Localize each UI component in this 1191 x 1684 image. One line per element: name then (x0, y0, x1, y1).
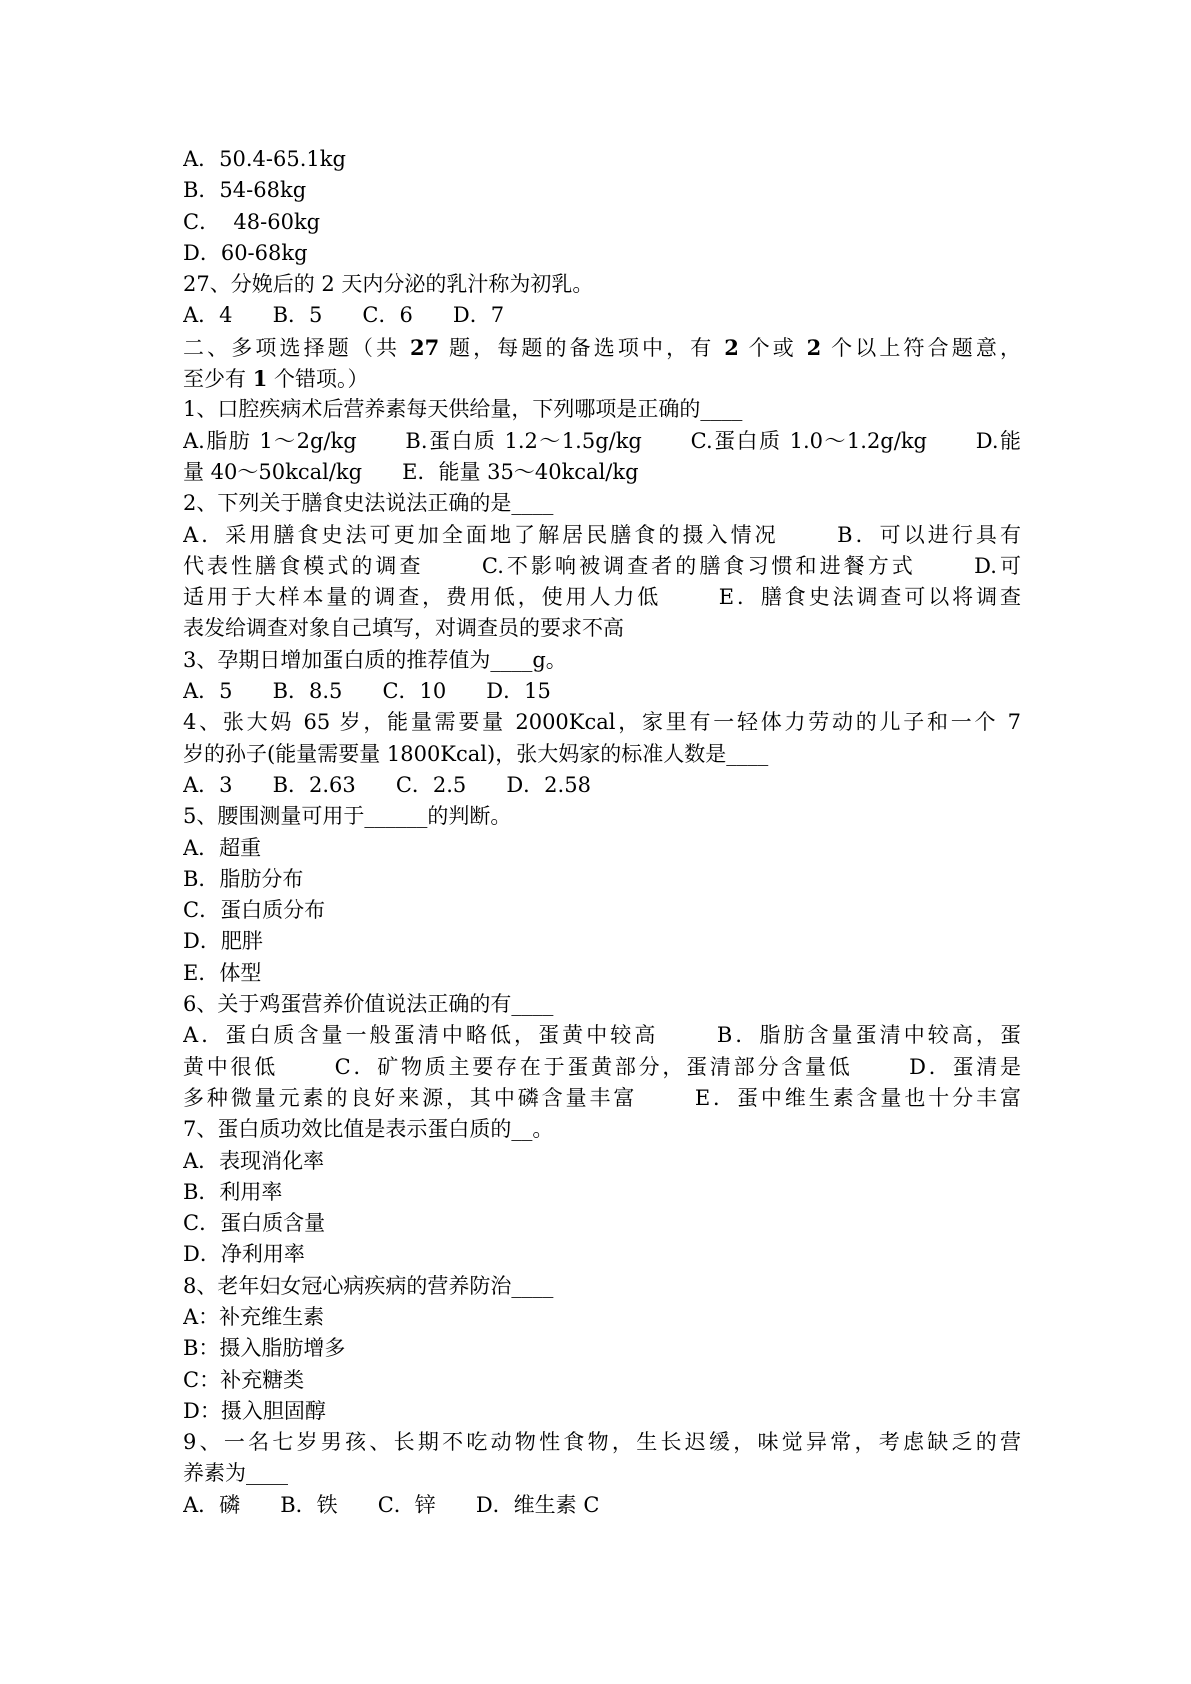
question-6-line1: A．蛋白质含量一般蛋清中略低，蛋黄中较高 B．脂肪含量蛋清中较高，蛋 (183, 1023, 1021, 1048)
question-8-option-c: C：补充糖类 (183, 1367, 305, 1392)
question-5-option-a: A．超重 (183, 835, 262, 860)
question-8-stem: 8、老年妇女冠心病疾病的营养防治____ (183, 1273, 554, 1298)
question-5-option-b: B．脂肪分布 (183, 866, 304, 891)
question-2-line3: 适用于大样本量的调查，费用低，使用人力低 E．膳食史法调查可以将调查 (183, 585, 1021, 610)
question-4-line2: 岁的孙子(能量需要量 1800Kcal)，张大妈家的标准人数是____ (183, 741, 769, 766)
section-two-heading-line1: 二、多项选择题（共 27 题，每题的备选项中，有 2 个或 2 个以上符合题意， (183, 334, 1021, 360)
question-7-option-a: A．表现消化率 (183, 1148, 325, 1173)
question-8-option-b: B：摄入脂肪增多 (183, 1336, 346, 1361)
option-a: A．50.4-65.1kg (183, 147, 346, 171)
question-6-line2: 黄中很低 C．矿物质主要存在于蛋黄部分，蛋清部分含量低 D．蛋清是 (183, 1054, 1021, 1079)
question-2-line2: 代表性膳食模式的调查 C.不影响被调查者的膳食习惯和进餐方式 D.可 (183, 553, 1021, 578)
question-5-stem: 5、腰围测量可用于______的判断。 (183, 804, 512, 829)
question-5-option-c: C．蛋白质分布 (183, 898, 326, 923)
option-b: B．54-68kg (183, 178, 307, 203)
question-4-options: A．3 B．2.63 C．2.5 D．2.58 (183, 772, 591, 797)
question-6-line3: 多种微量元素的良好来源，其中磷含量丰富 E．蛋中维生素含量也十分丰富 (183, 1085, 1021, 1110)
question-7-option-c: C．蛋白质含量 (183, 1211, 326, 1236)
question-27-options: A．4 B．5 C．6 D．7 (183, 303, 505, 328)
question-9-line2: 养素为____ (183, 1461, 288, 1486)
question-3-stem: 3、孕期日增加蛋白质的推荐值为____g。 (183, 647, 567, 672)
question-9-options: A．磷 B．铁 C．锌 D．维生素 C (183, 1492, 600, 1517)
question-9-line1: 9、一名七岁男孩、长期不吃动物性食物，生长迟缓，味觉异常，考虑缺乏的营 (183, 1430, 1021, 1455)
document-body (183, 144, 1021, 1521)
question-8-option-a: A：补充维生素 (183, 1304, 325, 1329)
question-7-option-b: B．利用率 (183, 1179, 283, 1204)
question-7-stem: 7、蛋白质功效比值是表示蛋白质的__。 (183, 1117, 554, 1142)
question-8-option-d: D：摄入胆固醇 (183, 1398, 326, 1423)
question-4-line1: 4、张大妈 65 岁，能量需要量 2000Kcal，家里有一轻体力劳动的儿子和一个 7 (183, 710, 1021, 735)
question-2-line1: A．采用膳食史法可更加全面地了解居民膳食的摄入情况 B．可以进行具有 (183, 522, 1021, 547)
question-1-options-line1: A.脂肪 1～2g/kg B.蛋白质 1.2～1.5g/kg C.蛋白质 1.0～1.2g/kg D.能 (183, 428, 1021, 453)
section-two-heading-line2: 至少有 1 个错项。） (183, 366, 369, 392)
option-d: D．60-68kg (183, 240, 308, 265)
question-5-option-e: E．体型 (183, 960, 262, 985)
question-3-options: A．5 B．8.5 C．10 D．15 (183, 679, 551, 704)
question-6-stem: 6、关于鸡蛋营养价值说法正确的有____ (183, 992, 554, 1017)
question-1-stem: 1、口腔疾病术后营养素每天供给量，下列哪项是正确的____ (183, 397, 743, 422)
question-2-stem: 2、下列关于膳食史法说法正确的是____ (183, 491, 554, 516)
question-1-options-line2: 量 40～50kcal/kg E．能量 35～40kcal/kg (183, 459, 639, 484)
question-7-option-d: D．净利用率 (183, 1242, 305, 1267)
question-27-stem: 27、分娩后的 2 天内分泌的乳汁称为初乳。 (183, 272, 594, 297)
option-c: C． 48-60kg (183, 209, 321, 234)
question-2-line4: 表发给调查对象自己填写，对调查员的要求不高 (183, 616, 624, 641)
question-5-option-d: D．肥胖 (183, 929, 263, 954)
